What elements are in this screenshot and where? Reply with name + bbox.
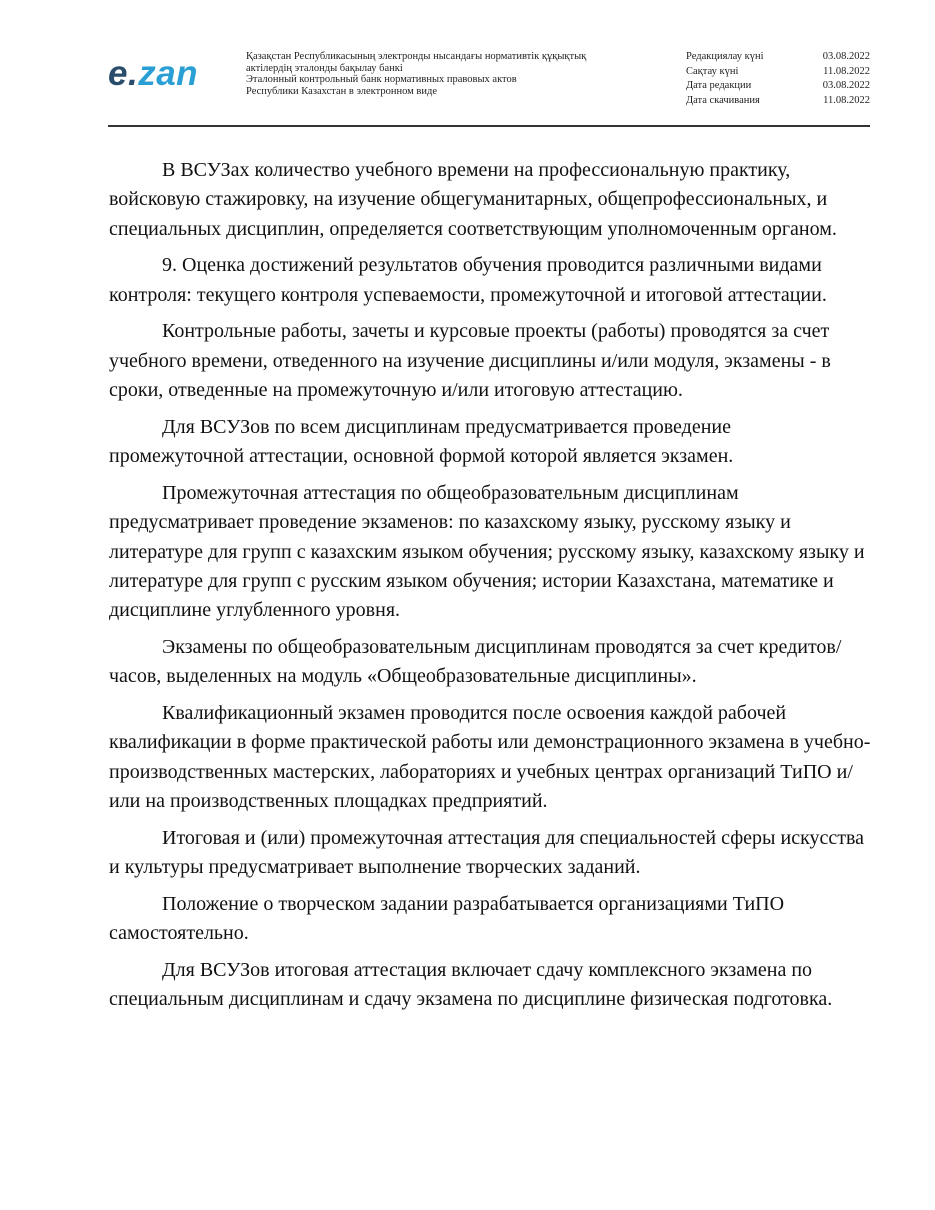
- date-value: 03.08.2022: [822, 80, 870, 91]
- paragraph: Для ВСУЗов итоговая аттестация включает сдачу комплексного экзамена по специальным дисциплинам и сдачу экзамена по дисциплине физическая подготовка.: [109, 958, 833, 1011]
- paragraph: Квалификационный экзамен проводится после освоения каждой рабочей квалификации в форме практической работы или демонстрационного экзамена в учебно-производственных мастерских, лабораториях и учебных центрах организаций ТиПО и/или на производственных площадках предприятий.: [109, 702, 871, 812]
- date-label: Редакциялау күні: [686, 51, 764, 62]
- document-body: [109, 156, 871, 1022]
- paragraph: Положение о творческом задании разрабатывается организациями ТиПО самостоятельно.: [109, 892, 785, 945]
- paragraph: Итоговая и (или) промежуточная аттестация для специальностей сферы искусства и культуры предусматривает выполнение творческих заданий.: [109, 826, 865, 879]
- paragraph: Для ВСУЗов по всем дисциплинам предусматривается проведение промежуточной аттестации, основной формой которой является экзамен.: [109, 415, 734, 468]
- date-row-edit-ru: [686, 79, 870, 94]
- paragraph: Экзамены по общеобразовательным дисциплинам проводятся за счет кредитов/часов, выделенных на модуль «Общеобразовательные дисциплины».: [109, 635, 842, 688]
- date-label: Дата редакции: [686, 80, 752, 91]
- date-value: 11.08.2022: [823, 65, 870, 77]
- institution-line: Республики Казахстан в электронном виде: [246, 85, 437, 97]
- date-label: Сақтау күні: [686, 65, 739, 77]
- institution-line: Эталонный контрольный банк нормативных правовых актов: [246, 74, 517, 85]
- institution-line: актілердің эталонды бақылау банкі: [246, 62, 403, 74]
- paragraph: В ВСУЗах количество учебного времени на профессиональную практику, войсковую стажировку, на изучение общегуманитарных, общепрофессиональных, и специальных дисциплин, определяется соответствующим уполномоченным органом.: [109, 159, 837, 240]
- institution-name: [246, 51, 666, 97]
- document-header: [108, 44, 870, 126]
- logo-zan: zan: [138, 54, 199, 93]
- ezan-logo[interactable]: [108, 56, 198, 91]
- logo-dot: .: [127, 54, 139, 93]
- date-label: Дата скачивания: [686, 94, 760, 106]
- date-row-download-ru: [686, 94, 870, 109]
- header-divider: [108, 125, 870, 127]
- logo-e: e: [108, 54, 128, 93]
- date-value: 03.08.2022: [822, 51, 870, 62]
- date-value: 11.08.2022: [823, 94, 870, 106]
- date-row-save-kz: [686, 65, 870, 80]
- institution-line: Қазақстан Республикасының электронды нысандағы нормативтік құқықтық: [246, 51, 587, 62]
- paragraph: Промежуточная аттестация по общеобразовательным дисциплинам предусматривает проведение экзаменов: по казахскому языку, русскому языку и литературе для групп с казахским языком обучения; русскому языку, казахскому языку и литературе для групп с русским языком обучения; истории Казахстана, математике и дисциплине углубленного уровня.: [109, 481, 865, 622]
- paragraph: Контрольные работы, зачеты и курсовые проекты (работы) проводятся за счет учебного времени, отведенного на изучение дисциплины и/или модуля, экзамены - в сроки, отведенные на промежуточную и/или итоговую аттестацию.: [109, 320, 831, 402]
- date-row-edit-kz: [686, 50, 870, 65]
- document-dates: [686, 50, 870, 108]
- paragraph: 9. Оценка достижений результатов обучения проводится различными видами контроля: текущего контроля успеваемости, промежуточной и итоговой аттестации.: [109, 254, 827, 306]
